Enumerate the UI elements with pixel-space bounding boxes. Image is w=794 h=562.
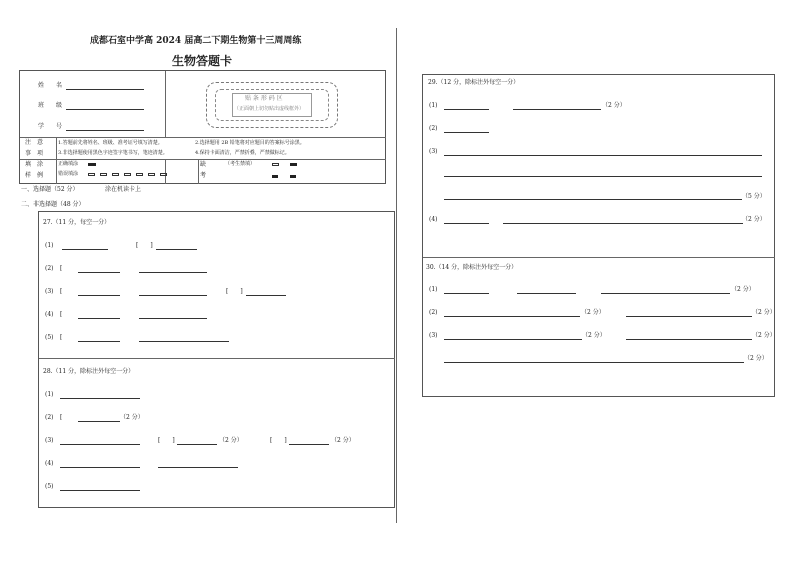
absent-swatch-filled[interactable] — [290, 163, 297, 166]
q30-3-points-2: （2 分） — [752, 332, 776, 339]
correct-fill-label: 正确填涂 — [58, 161, 79, 167]
q28-4-blank-2[interactable] — [158, 467, 238, 468]
q27-5-bracket: [ — [60, 334, 63, 341]
q29-title: 29.（12 分，除标注外每空一分） — [428, 79, 520, 86]
q29-2-number: (2) — [429, 125, 438, 132]
q28-5-number: (5) — [45, 483, 54, 490]
q29-3-points: （5 分） — [742, 193, 766, 200]
page-title: 成都石室中学高 2024 届高二下期生物第十三周周练 — [90, 36, 302, 46]
q28-2-points: （2 分） — [120, 414, 144, 421]
section1-note: 涂在机读卡上 — [105, 186, 142, 193]
q27-2-blank-1[interactable] — [78, 272, 120, 273]
q30-3-points-3: （2 分） — [744, 355, 768, 362]
q30-title: 30.（14 分，除标注外每空一分） — [426, 264, 518, 271]
q29-4-blank-2[interactable] — [503, 223, 743, 224]
q28-title: 28.（11 分，除标注外每空一分） — [43, 368, 135, 375]
q30-2-blank-1[interactable] — [444, 316, 580, 317]
q30-1-blank-1[interactable] — [444, 293, 489, 294]
absent-note: （考生禁填） — [225, 161, 256, 167]
q30-1-number: (1) — [429, 286, 438, 293]
q27-3-bracket: [ — [60, 288, 63, 295]
q27-3-blank-1[interactable] — [78, 295, 120, 296]
q27-1-blank-2[interactable] — [156, 249, 197, 250]
absent-label-1: 缺 — [200, 161, 207, 168]
wrong-fill-swatch-3 — [112, 173, 119, 176]
class-label: 班 级 — [38, 102, 63, 109]
q30-3-points-1: （2 分） — [582, 332, 606, 339]
q27-3-blank-2[interactable] — [139, 295, 207, 296]
q30-1-points: （2 分） — [731, 286, 755, 293]
q28-3-points-1: （2 分） — [219, 437, 243, 444]
q27-4-bracket: [ — [60, 311, 63, 318]
q27-2-bracket: [ — [60, 265, 63, 272]
note-item-2: 2.选择题用 2B 铅笔将对应题目的答案标号涂黑。 — [195, 140, 305, 146]
q30-3-number: (3) — [429, 332, 438, 339]
q27-4-number: (4) — [45, 311, 54, 318]
q28-5-blank[interactable] — [60, 490, 140, 491]
q30-2-number: (2) — [429, 309, 438, 316]
q27-5-blank-1[interactable] — [78, 341, 120, 342]
wrong-fill-swatch-7 — [160, 173, 167, 176]
note-item-3: 3.非选择题使用黑色字迹签字笔书写，笔迹清楚。 — [58, 150, 168, 156]
wrong-fill-swatch-2 — [100, 173, 107, 176]
q27-1-bracket[interactable]: [ ] — [136, 242, 153, 249]
notes-label-1: 注 意 — [25, 139, 44, 146]
q27-q28-box — [38, 211, 395, 508]
q28-3-blank-3[interactable] — [289, 444, 329, 445]
wrong-fill-swatch-6 — [148, 173, 155, 176]
absent-swatch-mark-2 — [290, 175, 296, 178]
q27-1-number: (1) — [45, 242, 54, 249]
note-item-4: 4.保持卡面清洁，严禁折叠，严禁做标记。 — [195, 150, 290, 156]
q28-4-blank-1[interactable] — [60, 467, 140, 468]
q28-4-number: (4) — [45, 460, 54, 467]
q28-2-bracket: [ — [60, 414, 63, 421]
q30-3-blank-1[interactable] — [444, 339, 582, 340]
barcode-note: （正面朝上切勿贴出虚线框外） — [234, 106, 305, 112]
q29-2-blank[interactable] — [444, 132, 489, 133]
wrong-fill-swatch-5 — [136, 173, 143, 176]
page-divider — [396, 28, 397, 523]
q28-3-blank-1[interactable] — [60, 444, 140, 445]
q30-1-blank-2[interactable] — [517, 293, 576, 294]
notes-label-2: 事 项 — [25, 150, 44, 157]
fill-example-label-2: 样 例 — [25, 172, 44, 179]
correct-fill-swatch — [88, 163, 96, 166]
q27-2-number: (2) — [45, 265, 54, 272]
q29-1-blank-1[interactable] — [444, 109, 489, 110]
q28-1-number: (1) — [45, 391, 54, 398]
class-field[interactable] — [66, 109, 144, 110]
student-id-label: 学 号 — [38, 123, 63, 130]
q29-1-number: (1) — [429, 102, 438, 109]
q30-2-points-2: （2 分） — [752, 309, 776, 316]
q28-3-number: (3) — [45, 437, 54, 444]
name-label: 姓 名 — [38, 82, 63, 89]
name-field[interactable] — [66, 89, 144, 90]
q27-3-number: (3) — [45, 288, 54, 295]
wrong-fill-swatch-1 — [88, 173, 95, 176]
q29-4-points: （2 分） — [742, 216, 766, 223]
q28-2-blank[interactable] — [78, 421, 120, 422]
page-subtitle: 生物答题卡 — [172, 54, 233, 68]
section1-heading: 一、选择题（52 分） — [21, 186, 79, 193]
q29-q30-box — [422, 74, 775, 397]
q27-3-bracket-2[interactable]: [ ] — [226, 288, 243, 295]
absent-label-2: 考 — [200, 172, 207, 179]
q29-3-line-2[interactable] — [444, 176, 762, 177]
barcode-label: 贴 条 形 码 区 — [245, 95, 283, 102]
q28-1-blank[interactable] — [60, 398, 140, 399]
q28-3-blank-2[interactable] — [177, 444, 217, 445]
q29-3-line-1[interactable] — [444, 155, 762, 156]
q28-3-bracket-2[interactable]: [ ] — [270, 437, 287, 444]
q27-1-blank-1[interactable] — [62, 249, 108, 250]
q30-2-points-1: （2 分） — [581, 309, 605, 316]
q27-5-number: (5) — [45, 334, 54, 341]
absent-swatch-empty — [272, 163, 279, 166]
q29-1-points: （2 分） — [602, 102, 626, 109]
section2-heading: 二、非选择题（48 分） — [21, 201, 85, 208]
student-id-field[interactable] — [66, 130, 144, 131]
note-item-1: 1.答题前先将姓名、班级、准考证号填写清楚。 — [58, 140, 163, 146]
barcode-area — [206, 82, 338, 128]
q29-4-blank-1[interactable] — [444, 223, 489, 224]
absent-swatch-mark-1 — [272, 175, 278, 178]
q29-3-number: (3) — [429, 148, 438, 155]
q29-1-blank-2[interactable] — [513, 109, 601, 110]
q28-3-points-2: （2 分） — [331, 437, 355, 444]
q30-1-blank-3[interactable] — [601, 293, 730, 294]
fill-example-label-1: 填 涂 — [25, 161, 44, 168]
wrong-fill-label: 错误填涂 — [58, 171, 79, 177]
q27-2-blank-2[interactable] — [139, 272, 207, 273]
q30-2-blank-2[interactable] — [626, 316, 752, 317]
wrong-fill-swatch-4 — [124, 173, 131, 176]
q28-2-number: (2) — [45, 414, 54, 421]
q30-3-blank-2[interactable] — [626, 339, 752, 340]
q28-3-bracket-1[interactable]: [ ] — [158, 437, 175, 444]
q29-3-line-3[interactable] — [444, 199, 742, 200]
q29-4-number: (4) — [429, 216, 438, 223]
q27-title: 27.（11 分，每空一分） — [43, 219, 111, 226]
q27-5-blank-2[interactable] — [139, 341, 229, 342]
q27-3-blank-3[interactable] — [246, 295, 286, 296]
q30-3-line-long[interactable] — [444, 362, 744, 363]
q27-4-blank-2[interactable] — [139, 318, 207, 319]
q27-4-blank-1[interactable] — [78, 318, 120, 319]
